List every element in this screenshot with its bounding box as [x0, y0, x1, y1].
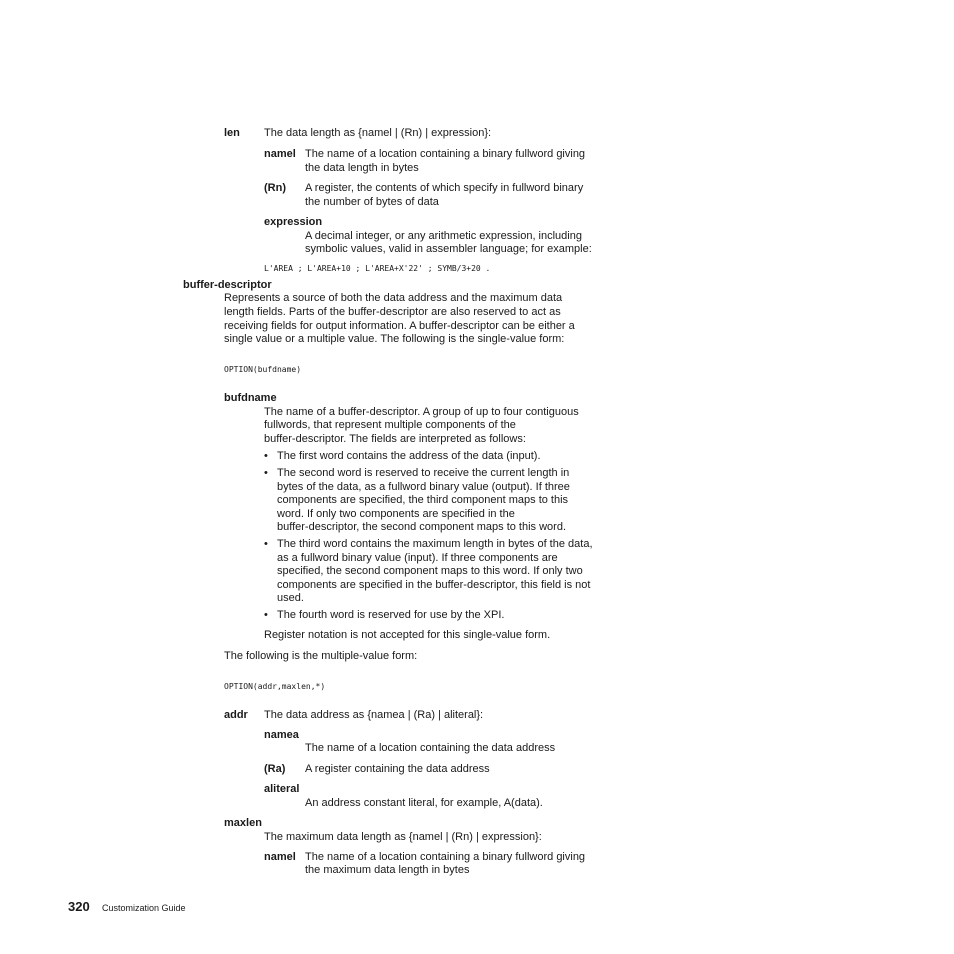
namea-text: The name of a location containing the data address: [305, 742, 556, 754]
addr-description: The data address as {namea | (Ra) | aliteral}:: [264, 709, 484, 721]
len-term: len: [224, 127, 240, 139]
bullet-3-line-5: used.: [277, 592, 304, 604]
maxlen-description: The maximum data length as {namel | (Rn) | expression}:: [264, 831, 542, 843]
ra-text: A register containing the data address: [305, 763, 490, 775]
maxlen-namel-line-2: the maximum data length in bytes: [305, 864, 470, 876]
len-description: The data length as {namel | (Rn) | expression}:: [264, 127, 492, 139]
bullet-2-line-1: The second word is reserved to receive the current length in: [277, 467, 570, 479]
page-number: 320: [68, 899, 90, 914]
len-expression-line-1: A decimal integer, or any arithmetic expression, including: [305, 230, 582, 242]
buffer-descriptor-line-1: Represents a source of both the data address and the maximum data: [224, 292, 563, 304]
buffer-descriptor-line-4: single value or a multiple value. The following is the single-value form:: [224, 333, 565, 345]
addr-term: addr: [224, 709, 248, 721]
bufdname-line-1: The name of a buffer-descriptor. A group of up to four contiguous: [264, 406, 579, 418]
buffer-descriptor-term: buffer-descriptor: [183, 279, 272, 291]
aliteral-text: An address constant literal, for example, A(data).: [305, 797, 543, 809]
bullet-marker: •: [264, 450, 268, 462]
bullet-3-line-3: specified, the second component maps to this word. If only two: [277, 565, 583, 577]
bullet-3-line-4: components are specified in the buffer-descriptor, this field is not: [277, 579, 591, 591]
multiple-value-form-code: OPTION(addr,maxlen,*): [224, 682, 326, 691]
buffer-descriptor-line-2: length fields. Parts of the buffer-descriptor are also reserved to act as: [224, 306, 561, 318]
len-expression-term: expression: [264, 216, 323, 228]
bullet-3-line-1: The third word contains the maximum length in bytes of the data,: [277, 538, 593, 550]
len-rn-line-2: the number of bytes of data: [305, 196, 439, 208]
bufdname-line-2: fullwords, that represent multiple components of the: [264, 419, 516, 431]
bullet-2-line-3: components are specified, the third component maps to this: [277, 494, 569, 506]
maxlen-namel-line-1: The name of a location containing a binary fullword giving: [305, 851, 586, 863]
len-rn-line-1: A register, the contents of which specify in fullword binary: [305, 182, 584, 194]
bullet-1-line-1: The first word contains the address of the data (input).: [277, 450, 541, 462]
single-value-form-code: OPTION(bufdname): [224, 365, 302, 374]
bullet-2-line-2: bytes of the data, as a fullword binary value (output). If three: [277, 481, 570, 493]
register-notation-note: Register notation is not accepted for this single-value form.: [264, 629, 551, 641]
aliteral-term: aliteral: [264, 783, 300, 795]
len-namel-line-1: The name of a location containing a binary fullword giving: [305, 148, 586, 160]
bufdname-line-3: buffer-descriptor. The fields are interpreted as follows:: [264, 433, 526, 445]
bullet-3-line-2: as a fullword binary value (input). If three components are: [277, 552, 558, 564]
bullet-4-line-1: The fourth word is reserved for use by the XPI.: [277, 609, 505, 621]
footer-title: Customization Guide: [102, 903, 186, 913]
buffer-descriptor-line-3: receiving fields for output information. A buffer-descriptor can be either a: [224, 320, 575, 332]
bullet-marker: •: [264, 609, 268, 621]
bullet-marker: •: [264, 467, 268, 479]
len-example-code: L'AREA ; L'AREA+10 ; L'AREA+X'22' ; SYMB/3+20 .: [264, 264, 491, 273]
ra-term: (Ra): [264, 763, 286, 775]
len-rn-term: (Rn): [264, 182, 286, 194]
len-expression-line-2: symbolic values, valid in assembler language; for example:: [305, 243, 592, 255]
bufdname-term: bufdname: [224, 392, 277, 404]
len-namel-line-2: the data length in bytes: [305, 162, 419, 174]
namea-term: namea: [264, 729, 299, 741]
multiple-value-intro: The following is the multiple-value form:: [224, 650, 418, 662]
bullet-2-line-4: word. If only two components are specified in the: [277, 508, 515, 520]
maxlen-namel-term: namel: [264, 851, 296, 863]
len-namel-term: namel: [264, 148, 296, 160]
maxlen-term: maxlen: [224, 817, 262, 829]
bullet-2-line-5: buffer-descriptor, the second component maps to this word.: [277, 521, 567, 533]
bullet-marker: •: [264, 538, 268, 550]
